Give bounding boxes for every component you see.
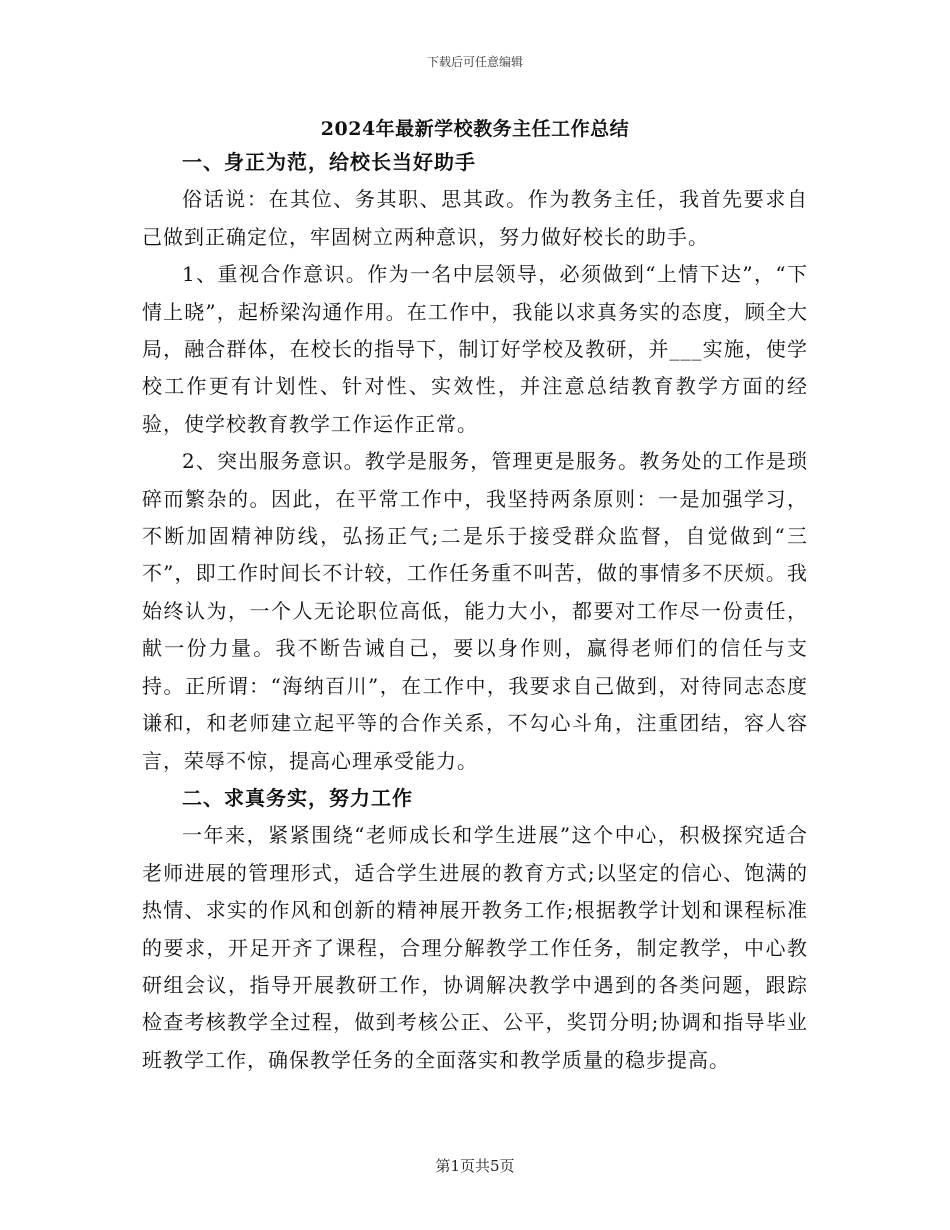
document-title: 2024年最新学校教务主任工作总结 — [320, 118, 630, 140]
section-heading: 一、身正为范，给校长当好助手 — [182, 150, 476, 174]
page-header-note: 下载后可任意编辑 — [426, 55, 523, 69]
body-paragraph: 一年来，紧紧围绕“老师成长和学生进展”这个中心，积极探究适合老师进展的管理形式，适合学生进展的教育方式;以坚定的信心、饱满的热情、求实的作风和创新的精神展开教务工作;根据教学计划和课程标准的要求，开足开齐了课程，合理分解教学工作任务，制定教学，中心教研组会议，指导开展教研工作，协调解决教学中遇到的各类问题，跟踪检查考核教学全过程，做到考核公正、公平，奖罚分明;协调和指导毕业班教学工作，确保教学任务的全面落实和教学质量的稳步提高。 — [142, 823, 808, 1072]
page-number: 第1页共5页 — [435, 1157, 515, 1175]
section-heading: 二、求真务实，努力工作 — [182, 785, 413, 810]
document-body — [142, 144, 808, 1079]
body-paragraph: 俗话说：在其位、务其职、思其政。作为教务主任，我首先要求自己做到正确定位，牢固树立两种意识，努力做好校长的助手。 — [142, 187, 808, 249]
body-paragraph: 1、重视合作意识。作为一名中层领导，必须做到“上情下达”，“下情上晓”，起桥梁沟通作用。在工作中，我能以求真务实的态度，顾全大局，融合群体，在校长的指导下，制订好学校及教研，并___实施，使学校工作更有计划性、针对性、实效性，并注意总结教育教学方面的经验，使学校教育教学工作运作正常。 — [142, 262, 808, 436]
body-paragraph: 2、突出服务意识。教学是服务，管理更是服务。教务处的工作是琐碎而繁杂的。因此，在平常工作中，我坚持两条原则：一是加强学习，不断加固精神防线，弘扬正气;二是乐于接受群众监督，自觉做到“三不”，即工作时间长不计较，工作任务重不叫苦，做的事情多不厌烦。我始终认为，一个人无论职位高低，能力大小，都要对工作尽一份责任，献一份力量。我不断告诫自己，要以身作则，赢得老师们的信任与支持。正所谓：“海纳百川”，在工作中，我要求自己做到，对待同志态度谦和，和老师建立起平等的合作关系，不勾心斗角，注重团结，容人容言，荣辱不惊，提高心理承受能力。 — [142, 449, 808, 773]
